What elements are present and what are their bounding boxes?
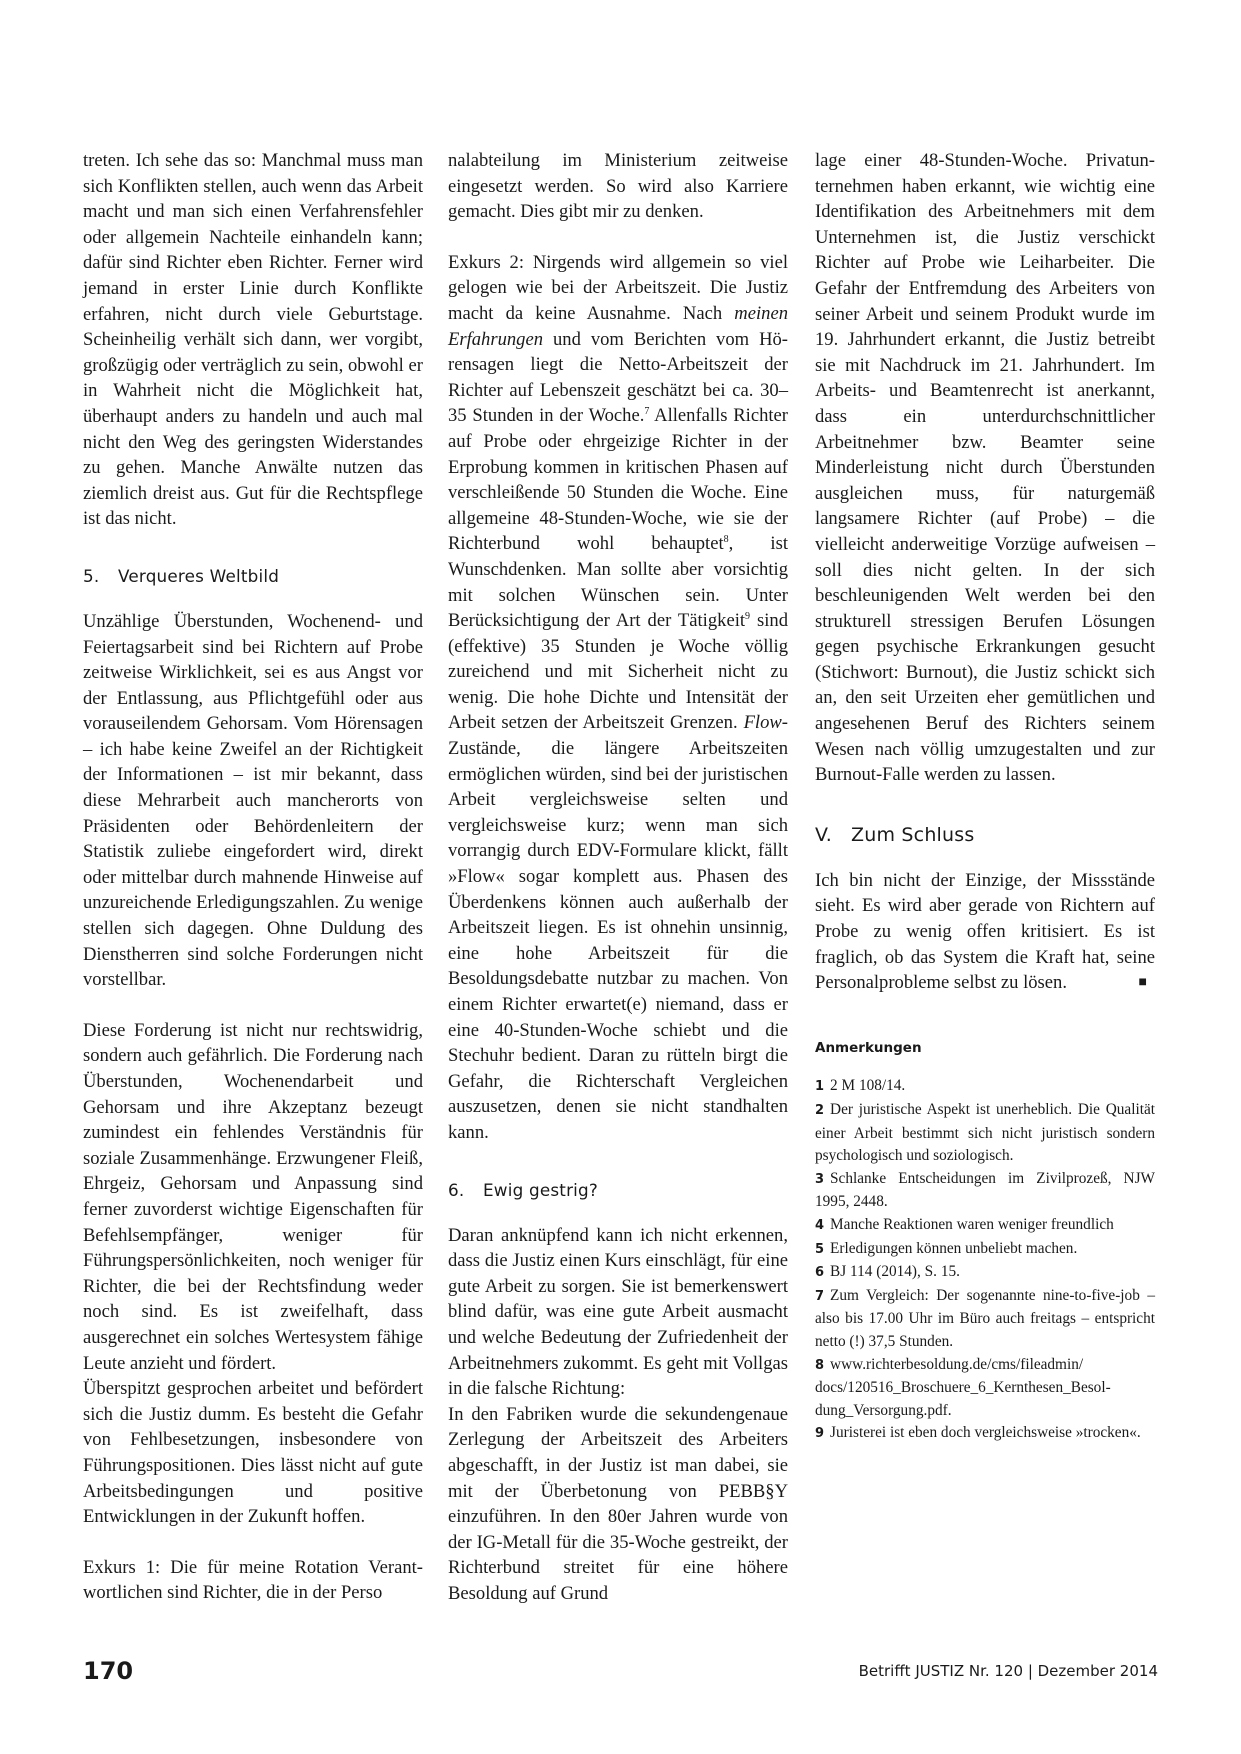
section-number: V. [815, 823, 832, 846]
text-run: Allenfalls Richter auf Probe oder ehrgeizige Richter in der Erprobung kommen in kritischen Phasen auf verschleißende 50 Stunden die Woche. Eine allgemeine 48-Stunden-Woche, wie sie der Richterbund wohl behauptet [448, 405, 788, 555]
footnote-number: 6 [815, 1265, 825, 1281]
text-run: -Zustände, die längere Arbeitszeiten ermöglichen würden, sind bei der juristischen Arbeit vergleichsweise selten und vergleichsweise kurz; wenn man sich vorrangig durch EDV-Formulare klickt, fällt »Flow« sogar komplett aus. Phasen des Überdenkens können auch außerhalb der Arbeitszeit liegen. Es ist ohnehin unsinnig, eine hohe Arbeitszeit für die Besoldungsdebatte nutzbar zu machen. Von einem Richter erwartet(e) niemand, dass er eine 40-Stunden-Woche schiebt und die Stechuhr bedient. Daran zu rütteln birgt die Gefahr, die Richterschaft Vergleichen auszusetzen, denen sie nicht standhalten kann. [448, 712, 788, 1143]
column-1 [83, 148, 423, 1606]
footnote [815, 1354, 1155, 1423]
paragraph-exkurs-2 [448, 250, 788, 1146]
footnote [815, 1075, 1155, 1099]
emphasis: Flow [743, 712, 782, 734]
text-run: , ist Wunschdenken. Man sollte aber vorsichtig mit solchen Wünschen sein. Unter Berücksichtigung der Art der Tätigkeit [448, 533, 788, 632]
text-run: Ich bin nicht der Einzige, der Missstände sieht. Es wird aber gerade von Richtern auf Probe zu wenig offen kritisiert. Es ist fraglich, ob das System die Kraft hat, seine Personalprobleme selbst zu lösen. [815, 869, 1155, 994]
footnotes-list [815, 1075, 1155, 1446]
footnote-text: Erledigungen können unbeliebt machen. [830, 1239, 1078, 1257]
footnote-text: Manche Reaktionen waren weniger freundlich [830, 1215, 1114, 1233]
footnote [815, 1261, 1155, 1285]
paragraph: Daran anknüpfend kann ich nicht erkennen, dass die Justiz einen Kurs einschlägt, für eine gute Arbeit zu sorgen. Sie ist bemerkenswert blind dafür, was eine gute Arbeit ausmacht und welche Bedeutung der Zufriedenheit der Arbeitnehmers zukommt. Es geht mit Vollgas in die falsche Richtung: [448, 1224, 788, 1400]
paragraph: lage einer 48-Stunden-Woche. Privatunternehmen haben erkannt, wie wichtig eine Identifikation des Arbeitnehmers mit dem Unternehmen ist, die Justiz verschickt Richter auf Probe wie Leiharbeiter. Die Gefahr der Entfremdung des Arbeiters von seiner Arbeit und seinem Produkt wurde im 19. Jahrhundert erkannt, die Justiz betreibt sie mit Nachdruck im 21. Jahrhundert. Im Arbeits- und Beamtenrecht ist anerkannt, dass ein unterdurchschnittlicher Arbeitnehmer bzw. Beamter seine Minderleistung nicht durch Überstunden ausgleichen muss, für naturgemäß langsamere Richter (auf Probe) – die vielleicht anderweitige Vorzüge aufweisen – soll dies nicht gelten. In der sich beschleunigenden Welt werden bei den strukturell stressigen Berufen Lösungen gegen psychische Erkrankungen gesucht (Stichwort: Burnout), die Justiz schickt sich an, den seit Urzeiten eher gemütlichen und angesehenen Beruf des Richters seinem Wesen nach völlig umzugestalten und zur Burnout-Falle werden zu lassen. [815, 150, 1155, 786]
footnote-text: Zum Vergleich: Der sogenannte nine-to-five-job – also bis 17.00 Uhr im Büro auch freitags – entspricht netto (!) 37,5 Stunden. [815, 1286, 1155, 1350]
emphasis: meinen Erfahrungen [448, 302, 788, 350]
footnote [815, 1168, 1155, 1214]
paragraph: treten. Ich sehe das so: Manchmal muss man sich Konflikten stellen, auch wenn das Arbeit macht und man sich einen Verfahrensfehler oder allgemein Nachteile einhandeln kann; dafür sind Richter eben Richter. Ferner wird jemand in erster Linie durch Konflikte erfahren, nicht durch viele Geburtstage. Scheinheilig verhält sich dann, wer vorgibt, großzügig oder verträglich zu sein, obwohl er in Wahrheit nicht die Möglichkeit hat, überhaupt anders zu handeln und auch mal nicht den Weg des geringsten Widerstandes zu gehen. Manche Anwälte nutzen das ziemlich dreist aus. Gut für die Rechtspflege ist das nicht. [83, 150, 423, 530]
section-heading-6 [448, 1179, 788, 1201]
paragraph: Diese Forderung ist nicht nur rechtswidrig, sondern auch gefährlich. Die Forderung nach Überstunden, Wochenendarbeit und Gehorsam und ihre Akzeptanz bezeugt zumindest ein fehlendes Verständnis für soziale Zusammenhänge. Erzwungener Fleiß, Ehrgeiz, Gehorsam und Anpassung sind ferner zuvorderst wichtige Eigenschaften für Befehlsempfänger, weniger für Führungspersönlichkeiten, noch weniger für Richter, die bei der Rechtsfindung weder noch sind. Es ist zweifelhaft, dass ausgerechnet ein solches Wertesystem fähige Leute anzieht und fördert. [83, 1019, 423, 1374]
footnote-text: Schlanke Entscheidungen im Zivilprozeß, NJW 1995, 2448. [815, 1169, 1155, 1211]
footnote-ref: 8 [723, 534, 729, 546]
text-run: Exkurs 2: Nirgends wird allgemein so viel gelogen wie bei der Arbeitszeit. Die Justiz macht da keine Ausnahme. Nach [448, 251, 788, 324]
footnote-number: 2 [815, 1103, 825, 1118]
page-number: 170 [83, 1657, 134, 1685]
footnote-number: 1 [815, 1079, 825, 1095]
footnote-number: 3 [815, 1171, 825, 1187]
section-heading-v [815, 824, 1155, 846]
footnote-number: 9 [815, 1426, 825, 1442]
paragraph: Exkurs 1: Die für meine Rotation Verantwortlichen sind Richter, die in der Perso [83, 1556, 423, 1604]
paragraph: In den Fabriken wurde die sekundengenaue Zerlegung der Arbeitszeit des Arbeiters abgeschafft, in der Justiz ist man dabei, sie mit der Überbetonung von PEBB§Y einzuführen. In den 80er Jahren wurde von der IG-Metall für die 35-Woche gestreikt, der Richterbund streitet für eine höhere Besoldung auf Grund [448, 1403, 788, 1604]
section-number: 6. [448, 1179, 465, 1200]
footnote-number: 7 [815, 1288, 825, 1304]
footnote-text: BJ 114 (2014), S. 15. [830, 1263, 960, 1281]
footnote-text: 2 M 108/14. [830, 1077, 906, 1095]
paragraph: Überspitzt gesprochen arbeitet und befördert sich die Justiz dumm. Es besteht die Gefahr von Fehlbesetzungen, insbesondere von Führungspositionen. Dies lässt nicht auf gute Arbeitsbedingungen und positive Entwicklungen in der Zukunft hoffen. [83, 1378, 423, 1528]
footnote-number: 8 [815, 1357, 825, 1373]
paragraph: Unzählige Überstunden, Wochenend- und Feiertagsarbeit sind bei Richtern auf Probe zeitweise Wirklichkeit, sei es aus Angst vor der Entlassung, aus Pflichtgefühl oder aus vorauseilendem Gehorsam. Vom Hörensagen – ich habe keine Zweifel an der Richtigkeit der Informationen – ist mir bekannt, dass diese Mehrarbeit auch mancherorts von Präsidenten oder Behördenleitern der Statistik zuliebe eingefordert wird, direkt oder mittelbar durch mahnende Hinweise auf unzureichende Erledigungszahlen. Zu wenige stellen sich dagegen. Ohne Duldung des Dienstherren sind solche Forderungen nicht vorstellbar. [83, 610, 423, 991]
footnote-number: 4 [815, 1217, 825, 1233]
footnote-text: www.richterbesoldung.de/cms/fileadmin/ docs/120516_Broschuere_6_Kernthesen_Besoldung_Versorgung.pdf. [815, 1355, 1111, 1419]
footnote-ref: 7 [644, 406, 650, 418]
section-title: Verqueres Weltbild [118, 565, 280, 586]
footnote [815, 1422, 1155, 1446]
footnote-text: Juristerei ist eben doch vergleichsweise »trocken«. [830, 1424, 1141, 1442]
footnote [815, 1099, 1155, 1168]
paragraph [815, 868, 1155, 996]
footnote-text: Der juristische Aspekt ist unerheblich. Die Qualität einer Arbeit bestimmt sich nicht juristisch sondern psychologisch und soziologisch. [815, 1101, 1155, 1165]
footer-publication: Betrifft JUSTIZ Nr. 120 | Dezember 2014 [858, 1662, 1158, 1680]
footnote [815, 1238, 1155, 1262]
footnote [815, 1285, 1155, 1354]
column-3 [815, 148, 1155, 1446]
column-2 [448, 148, 788, 1606]
footnote-ref: 9 [745, 610, 751, 622]
text-run: sind (effektive) 35 Stunden je Woche völlig zureichend und mit Sicherheit nicht zu wenig. Die hohe Dichte und Intensität der Arbeit setzen der Arbeitszeit Grenzen. [448, 610, 788, 734]
section-number: 5. [83, 565, 100, 586]
text-run: und vom Berichten vom Hörensagen liegt die Netto-Arbeitszeit der Richter auf Lebenszeit geschätzt bei ca. 30–35 Stunden in der Woche. [448, 328, 788, 427]
section-title: Zum Schluss [851, 823, 975, 846]
paragraph: nalabteilung im Ministerium zeitweise eingesetzt werden. So wird also Karriere gemacht. Dies gibt mir zu denken. [448, 150, 788, 223]
section-title: Ewig gestrig? [483, 1179, 598, 1200]
footnote [815, 1214, 1155, 1238]
section-heading-5 [83, 565, 423, 587]
notes-heading: Anmerkungen [815, 1039, 922, 1056]
end-mark: ■ [1138, 975, 1147, 991]
footnote-number: 5 [815, 1241, 825, 1257]
